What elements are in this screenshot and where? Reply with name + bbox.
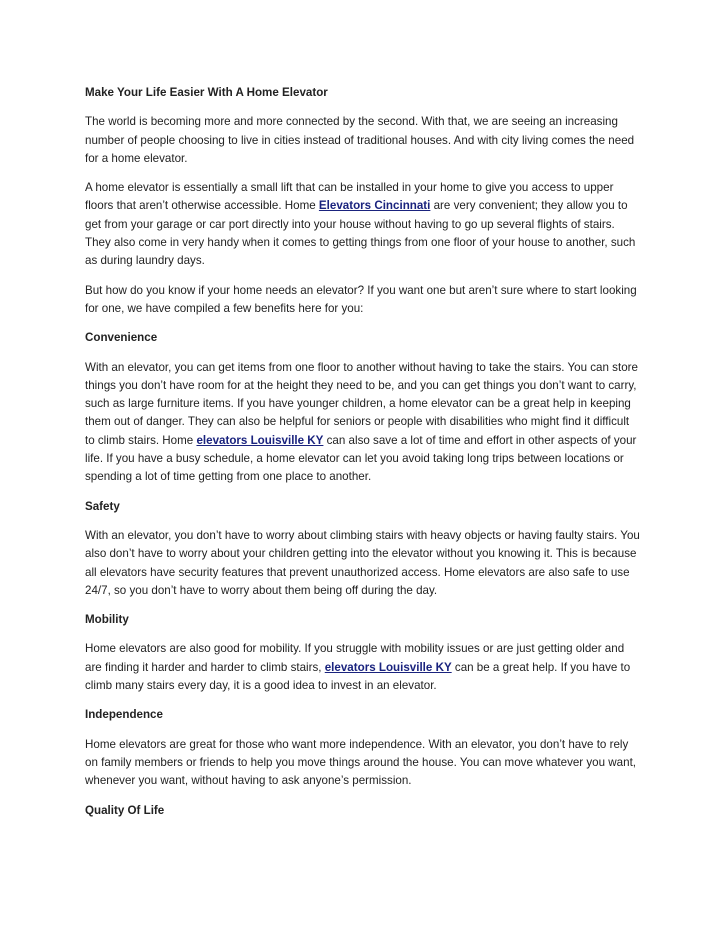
safety-heading: Safety xyxy=(85,499,120,513)
intro-paragraph-2-text-a: A home elevator is essentially a small lift that can be installed in your home to give you access to upper floors that aren’t otherwise accessible. Home xyxy=(85,181,614,213)
safety-paragraph: With an elevator, you don’t have to worry about climbing stairs with heavy objects or having faulty stairs. You also don’t have to worry about your children getting into the elevator without you knowing it. This is because all elevators have security features that prevent unauthorized access. Home elevators are also safe to use 24/7, so you don’t have to worry about them being off during the day. xyxy=(85,528,640,597)
independence-heading: Independence xyxy=(85,708,163,722)
elevators-cincinnati-link[interactable]: Elevators Cincinnati xyxy=(318,199,431,213)
quality-of-life-heading: Quality Of Life xyxy=(85,803,165,817)
mobility-paragraph xyxy=(85,640,640,695)
mobility-heading: Mobility xyxy=(85,613,129,627)
convenience-heading: Convenience xyxy=(85,331,158,345)
mobility-text-b: can be a great help. If you have to climb many stairs every day, it is a good idea to invest in an elevator. xyxy=(85,660,631,693)
intro-paragraph-2 xyxy=(85,179,640,270)
convenience-text-b: can also save a lot of time and effort in other aspects of your life. If you have a busy schedule, a home elevator can let you avoid taking long trips between locations or spending a lot of time getting from one place to another. xyxy=(85,433,637,484)
convenience-text-a: With an elevator, you can get items from one floor to another without having to take the stairs. You can store things you don’t have room for at the height they need to be, and you can get things you don’t want to carry, such as large furniture items. If you have younger children, a home elevator can be a great help in keeping them out of danger. They can also be helpful for seniors or people with disabilities who might find it difficult to climb stairs. Home xyxy=(85,360,638,447)
independence-paragraph: Home elevators are great for those who want more independence. With an elevator, you don’t have to rely on family members or friends to help you move things around the house. You can move whatever you want, whenever you want, without having to ask anyone’s permission. xyxy=(85,737,637,788)
elevators-louisville-link-2[interactable]: elevators Louisville KY xyxy=(324,660,452,674)
convenience-paragraph xyxy=(85,359,640,487)
mobility-text-a: Home elevators are also good for mobility. If you struggle with mobility issues or are just getting older and are finding it harder and harder to climb stairs, xyxy=(85,642,625,674)
intro-paragraph-3: But how do you know if your home needs an elevator? If you want one but aren’t sure where to start looking for one, we have compiled a few benefits here for you: xyxy=(85,283,637,315)
document-title: Make Your Life Easier With A Home Elevator xyxy=(85,86,328,99)
document-body xyxy=(85,84,640,831)
elevators-louisville-link-1[interactable]: elevators Louisville KY xyxy=(196,433,324,447)
intro-paragraph-2-text-b: are very convenient; they allow you to get from your garage or car port directly into your house without having to go up several flights of stairs. They also come in very handy when it comes to getting things from one floor of your house to another, such as during laundry days. xyxy=(85,199,636,268)
intro-paragraph-1: The world is becoming more and more connected by the second. With that, we are seeing an increasing number of people choosing to live in cities instead of traditional houses. And with city living comes the need for a home elevator. xyxy=(85,115,635,165)
